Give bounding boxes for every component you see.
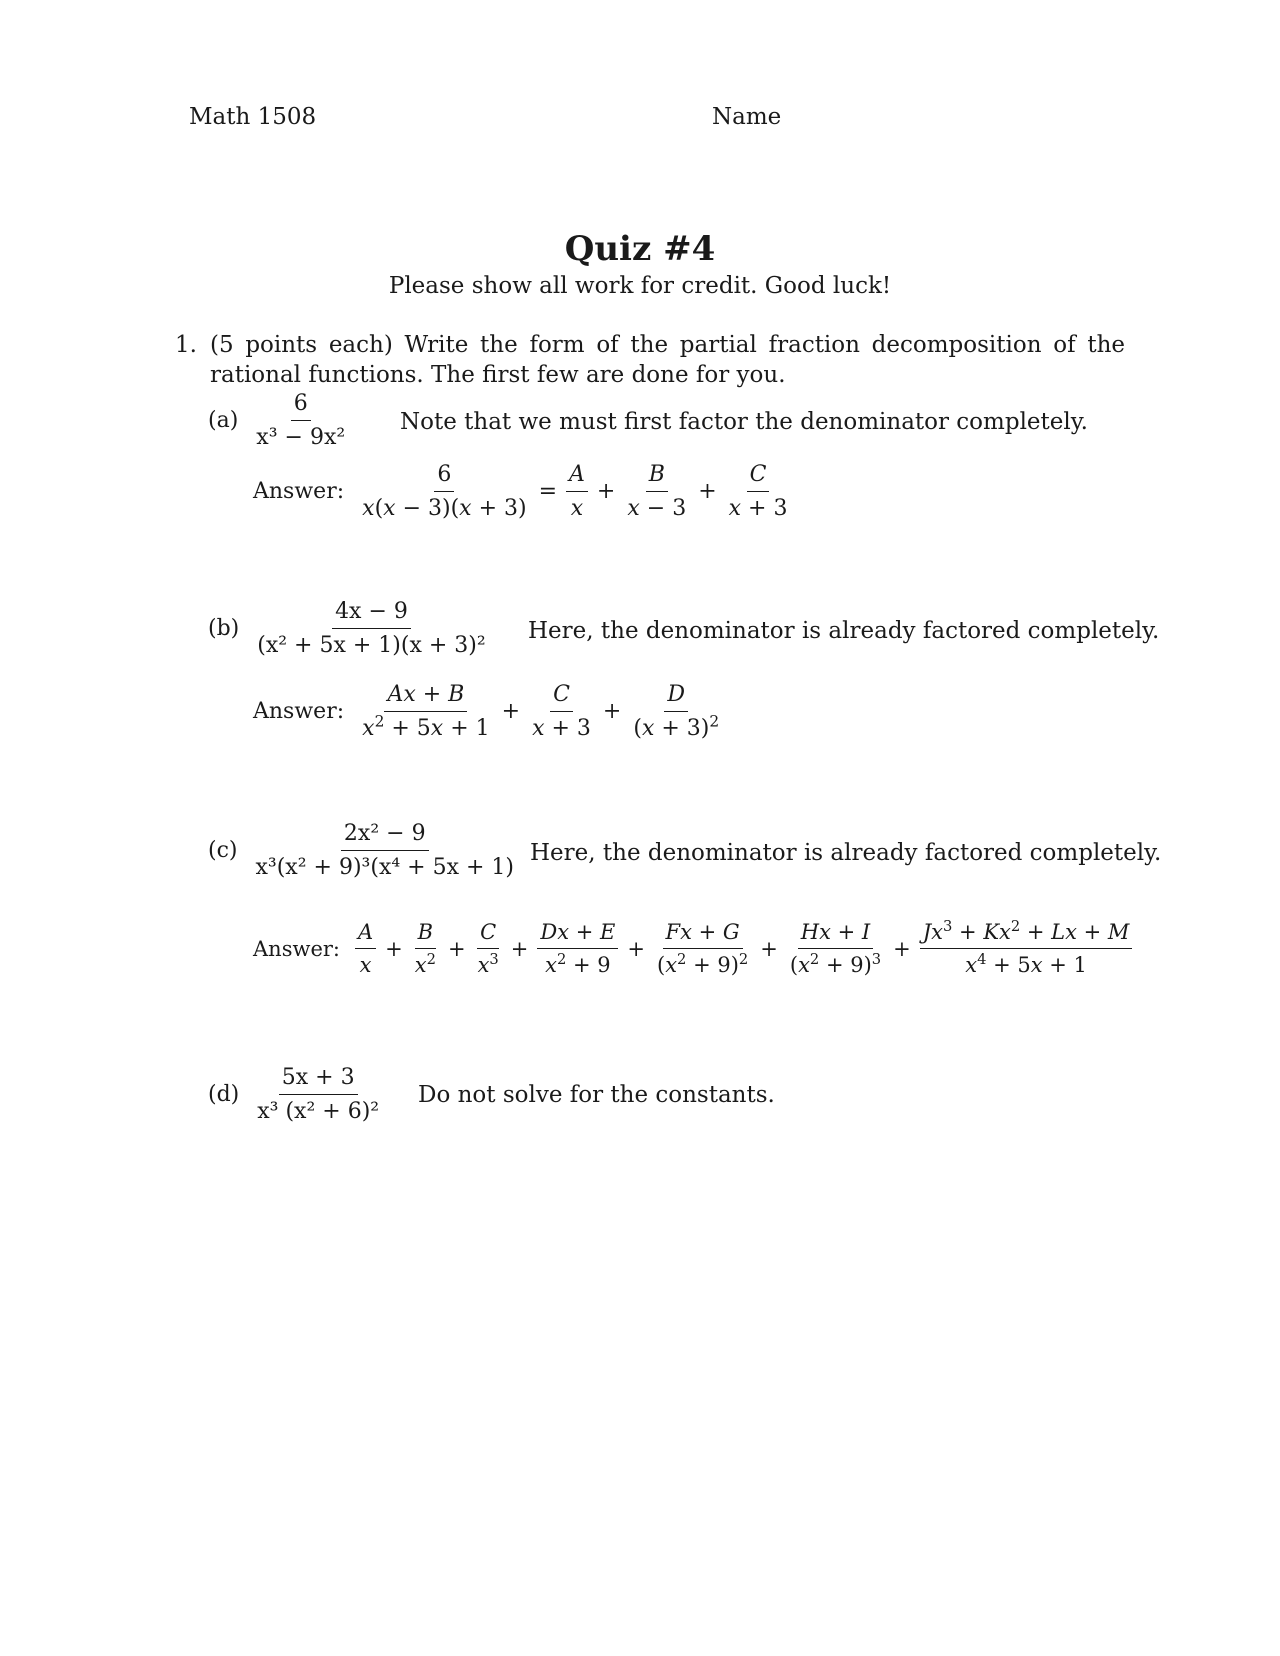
name-label: Name [712,104,782,130]
part-b-label: (b) [208,616,240,642]
part-a-expression [208,392,351,449]
part-b-expression [208,600,492,657]
part-c-fraction [253,822,518,879]
course-name: Math 1508 [189,104,317,130]
answer-label: Answer: [253,699,345,725]
part-c-denominator: x³(x² + 9)³(x⁴ + 5x + 1) [255,855,514,881]
part-d-fraction [254,1066,382,1123]
part-d-note: Do not solve for the constants. [418,1082,775,1108]
part-b-note: Here, the denominator is already factored completely. [528,618,1160,644]
part-a-fraction [253,392,348,449]
part-c-expression [208,822,520,879]
part-b-numerator: 4x − 9 [332,600,411,629]
question-text: (5 points each) Write the form of the partial fraction decomposition of the rational functions. The first few are done for you. [210,332,1125,388]
part-b-denominator: (x² + 5x + 1)(x + 3)² [257,633,486,659]
part-d-label: (d) [208,1082,240,1108]
question-prompt [175,330,1125,390]
part-c-numerator: 2x² − 9 [341,822,429,851]
part-c-answer: Answer: $\frac{A}{x}$ + $\frac{B}{x^2}$ + $\frac{C}{x^3}$ + $\frac{Dx + E}{x^2 + 9}$ + $\frac{Fx + G}{(x^2 + 9)^2}$ + $\frac{Hx + I}{(x^2 + 9)^3}$ + $\frac{Jx^3 + Kx^2 + Lx + M}{x^4 + 5x + 1}$ [253,921,1135,976]
part-c-label: (c) [208,838,238,864]
part-b-answer: Answer: $\frac{Ax + B}{x^2 + 5x + 1}$ + $\frac{C}{x + 3}$ + $\frac{D}{(x + 3)^2}$ [253,682,720,742]
part-d-numerator: 5x + 3 [279,1066,358,1095]
part-a-denominator: x³ − 9x² [256,425,346,451]
page-title: Quiz #4 [564,229,716,269]
page-subtitle: Please show all work for credit. Good luck! [388,273,892,299]
answer-label: Answer: [253,479,345,505]
part-b-fraction [254,600,488,657]
answer-label: Answer: [253,936,340,961]
part-a-numerator: 6 [291,392,311,421]
question-number: 1. [175,332,197,358]
part-d-denominator: x³ (x² + 6)² [257,1099,380,1125]
part-a-answer: Answer: $\frac{6}{x(x - 3)(x + 3)}$ = $\frac{A}{x}$ + $\frac{B}{x - 3}$ + $\frac{C}{x + 3}$ [253,462,788,522]
part-c-note: Here, the denominator is already factored completely. [530,840,1162,866]
part-a-label: (a) [208,408,239,434]
part-a-note: Note that we must first factor the denominator completely. [400,409,1088,435]
part-d-expression [208,1066,385,1123]
